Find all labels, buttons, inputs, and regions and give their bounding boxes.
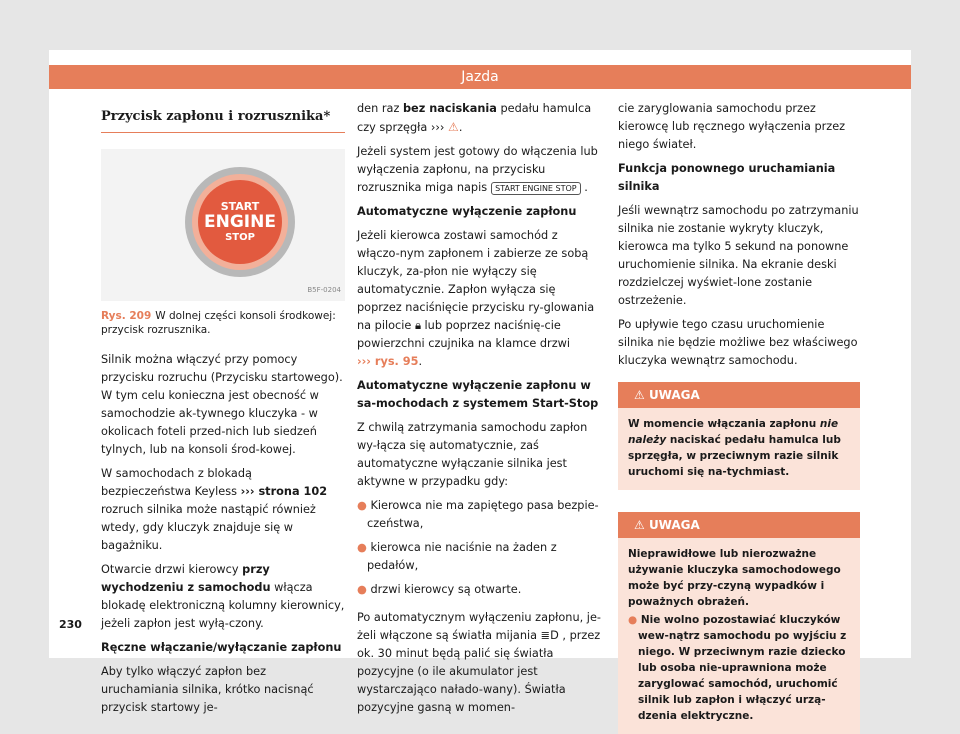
warning-body bbox=[618, 538, 860, 734]
figure-code: B5F-0204 bbox=[307, 286, 341, 294]
warning-icon: ⚠ bbox=[634, 518, 649, 532]
list-item bbox=[628, 612, 850, 724]
subheading: Ręczne włączanie/wyłączanie zapłonu bbox=[101, 641, 342, 654]
button-text-start: START bbox=[220, 200, 260, 213]
warning-title: UWAGA bbox=[648, 518, 700, 532]
start-button-ring bbox=[192, 174, 288, 270]
column-3 bbox=[618, 100, 860, 734]
bullet-icon: ● bbox=[357, 583, 371, 596]
text: , przez ok. 30 minut będą palić się światła pozycyjne (o ile akumulator jest wystarczająco nałado-wany). Światła pozycyjne gasną w momen- bbox=[357, 629, 601, 714]
subheading: Automatyczne wyłączenie zapłonu w sa-mochodach z systemem Start-Stop bbox=[357, 379, 599, 410]
text: Otwarcie drzwi kierowcy bbox=[101, 563, 243, 576]
figure-reference-link[interactable]: ››› rys. 95 bbox=[357, 355, 419, 368]
text: lub poprzez naciśnię-cie powierzchni czujnika na klamce drzwi bbox=[357, 319, 570, 350]
warning-icon: ⚠ bbox=[634, 388, 649, 402]
text: naciskać pedału hamulca lub sprzęgła, w przeciwnym razie silnik uruchomi się na-tychmiast. bbox=[628, 434, 841, 478]
paragraph: Z chwilą zatrzymania samochodu zapłon wy-łącza się automatycznie, zaś automatyczne wyłączanie silnika jest aktywne w przypadku gdy: bbox=[357, 421, 588, 488]
warning-title: UWAGA bbox=[648, 388, 700, 402]
paragraph: Jeżeli kierowca zostawi samochód z włączo-nym zapłonem i zabierze ze sobą kluczyk, za-płon nie wyłączy się automatycznie. Zapłon wyłącza się poprzez naciśnięcie przycisku ry-glowania na pilocie 🔒︎ lub poprzez naciśnię-cie powierzchni czujnika na klamce drzwi ››› rys. 95. bbox=[357, 229, 595, 368]
subheading: Automatyczne wyłączenie zapłonu bbox=[357, 205, 577, 218]
warning-body bbox=[618, 408, 860, 490]
paragraph bbox=[357, 609, 602, 717]
text: den raz bbox=[357, 102, 403, 115]
paragraph bbox=[101, 561, 345, 633]
text: rozruch silnika może nastąpić również wtedy, gdy kluczyk znajduje się w bagażniku. bbox=[101, 503, 316, 552]
list-item bbox=[357, 581, 602, 599]
paragraph: den raz bez naciskania pedału hamulca czy sprzęgła ››› ⚠. bbox=[357, 102, 592, 134]
warning-box-2 bbox=[618, 512, 860, 734]
paragraph: Aby tylko włączyć zapłon bez uruchamiania silnika, krótko nacisnąć przycisk startowy je- bbox=[101, 665, 314, 714]
lock-icon: 🔒︎ bbox=[414, 319, 421, 332]
figure-caption bbox=[101, 309, 345, 337]
low-beam-icon: ≣D bbox=[540, 629, 559, 642]
text: pedału hamulca czy sprzęgła ››› bbox=[357, 102, 592, 134]
paragraph: Jeżeli system jest gotowy do włączenia lub wyłączenia zapłonu, na przycisku rozrusznika miga napis START ENGINE STOP . bbox=[357, 145, 598, 194]
button-text-engine: ENGINE bbox=[204, 212, 276, 232]
bold-text: przy wychodzeniu z samochodu bbox=[101, 563, 271, 594]
paragraph bbox=[101, 465, 345, 555]
page-reference-link[interactable]: ››› strona 102 bbox=[240, 485, 328, 498]
text: Po automatycznym wyłączeniu zapłonu, je-żeli włączone są światła mijania bbox=[357, 611, 601, 642]
text: Jeżeli system jest gotowy do włączenia lub wyłączenia zapłonu, na przycisku rozrusznika miga napis bbox=[357, 145, 598, 194]
warning-box-1 bbox=[618, 382, 860, 490]
list-item bbox=[357, 539, 602, 575]
text: W momencie włączania zapłonu bbox=[628, 418, 820, 430]
start-engine-stop-label: START ENGINE STOP bbox=[491, 182, 581, 195]
caption-number: Rys. 209 bbox=[101, 310, 152, 322]
button-text-stop: STOP bbox=[225, 232, 255, 243]
text: włącza blokadę elektroniczną kolumny kierownicy, jeżeli zapłon jest wyłą-czony. bbox=[101, 581, 345, 630]
manual-page bbox=[49, 50, 911, 722]
chapter-header: Jazda bbox=[49, 65, 911, 89]
figure-start-button bbox=[101, 149, 345, 301]
page-number: 230 bbox=[59, 618, 82, 631]
paragraph: Jeśli wewnątrz samochodu po zatrzymaniu silnika nie zostanie wykryty kluczyk, kierowca ma tylko 5 sekund na ponowne uruchomienie silnika. Na ekranie deski rozdzielczej wyświet-lone zostanie ostrzeżenie. bbox=[618, 204, 859, 307]
list-item bbox=[357, 497, 602, 533]
bullet-icon: ● bbox=[357, 499, 371, 512]
subheading: Funkcja ponownego uruchamiania silnika bbox=[618, 162, 836, 193]
text: Nie wolno pozostawiać kluczyków wew-nątrz samochodu po wyjściu z niego. W przeciwnym razie dziecko lub osoba nie-uprawniona może zaryglować samochód, uruchomić silnik lub zapłon i włączyć urzą-dzenia elektryczne. bbox=[638, 614, 847, 722]
caption-text: W dolnej części konsoli środkowej: przycisk rozrusznika. bbox=[101, 310, 336, 336]
text: Jeżeli kierowca zostawi samochód z włączo-nym zapłonem i zabierze ze sobą kluczyk, za-płon nie wyłączy się automatycznie. Zapłon wyłącza się poprzez naciśnięcie przycisku ry-glowania na pilocie bbox=[357, 229, 595, 332]
warning-text: Nieprawidłowe lub nierozważne używanie kluczyka samochodowego może być przy-czyną wypadków i poważnych obrażeń. bbox=[628, 548, 841, 608]
column-2 bbox=[357, 100, 602, 723]
warning-header bbox=[618, 382, 860, 408]
warning-header bbox=[618, 512, 860, 538]
emphasis-text: nie należy bbox=[628, 418, 839, 446]
bullet-icon: ● bbox=[357, 541, 371, 554]
paragraph: cie zaryglowania samochodu przez kierowcę lub ręcznego wyłączenia przez niego świateł. bbox=[618, 102, 846, 151]
start-button-bezel bbox=[185, 167, 295, 277]
paragraph: Po upływie tego czasu uruchomienie silnika nie będzie możliwe bez właściwego kluczyka wewnątrz samochodu. bbox=[618, 318, 858, 367]
start-engine-stop-button bbox=[198, 180, 282, 264]
section-title: Przycisk zapłonu i rozrusznika* bbox=[101, 108, 345, 133]
warning-icon[interactable]: ⚠ bbox=[448, 120, 459, 134]
paragraph: Silnik można włączyć przy pomocy przycisku rozruchu (Przycisku startowego). W tym celu konieczna jest obecność w samochodzie ak-tywnego kluczyka - w okolicach foteli przed-nich lub siedzeń tylnych, lub na konsoli środ-kowej. bbox=[101, 353, 343, 456]
bullet-icon: ● bbox=[628, 614, 641, 626]
text: drzwi kierowcy są otwarte. bbox=[370, 583, 522, 596]
text: Kierowca nie ma zapiętego pasa bezpie-czeństwa, bbox=[367, 499, 599, 530]
text: kierowca nie naciśnie na żaden z pedałów, bbox=[367, 541, 557, 572]
text: W samochodach z blokadą bezpieczeństwa Keyless bbox=[101, 467, 252, 498]
column-1 bbox=[101, 108, 345, 723]
bold-text: bez naciskania bbox=[402, 102, 497, 115]
